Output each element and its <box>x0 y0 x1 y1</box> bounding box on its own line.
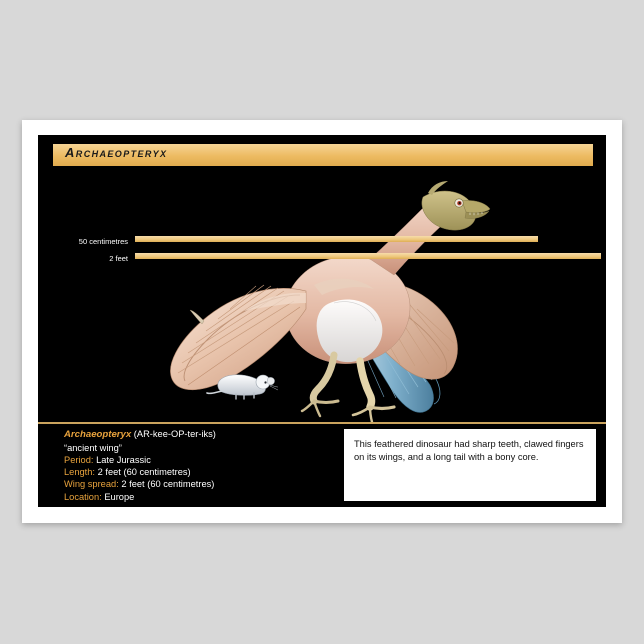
scale-mouse <box>206 360 286 405</box>
info-row-length <box>64 466 324 478</box>
species-pronunciation: (AR-kee-OP-ter-iks) <box>133 429 216 439</box>
caption-box <box>344 429 596 501</box>
info-value-period: Late Jurassic <box>96 454 151 465</box>
scale-bar-metric <box>135 236 538 242</box>
species-name: Archaeopteryx <box>64 429 132 440</box>
info-key-period: Period: <box>64 454 94 465</box>
scale-bar-imperial <box>135 253 601 259</box>
caption-text: This feathered dinosaur had sharp teeth, clawed fingers on its wings, and a long tail with a bony core. <box>354 439 584 463</box>
info-key-location: Location: <box>64 491 102 502</box>
page-title: Archaeopteryx <box>65 145 168 160</box>
archaeopteryx-illustration <box>38 135 606 425</box>
divider <box>38 422 606 424</box>
info-block <box>64 428 324 503</box>
info-key-wingspread: Wing spread: <box>64 479 119 490</box>
info-row-period <box>64 454 324 466</box>
info-name-row <box>64 428 324 442</box>
art-panel <box>38 135 606 507</box>
info-key-length: Length: <box>64 467 96 478</box>
info-value-length: 2 feet (60 centimetres) <box>97 467 191 478</box>
poster <box>22 120 622 523</box>
head-and-neck <box>370 181 490 275</box>
info-row-wingspread <box>64 478 324 490</box>
info-value-location: Europe <box>104 491 135 502</box>
scale-label-imperial: 2 feet <box>109 254 128 263</box>
species-meaning: “ancient wing” <box>64 442 122 453</box>
info-value-wingspread: 2 feet (60 centimetres) <box>121 479 215 490</box>
info-row-location <box>64 491 324 503</box>
scale-label-metric: 50 centimetres <box>78 237 128 246</box>
